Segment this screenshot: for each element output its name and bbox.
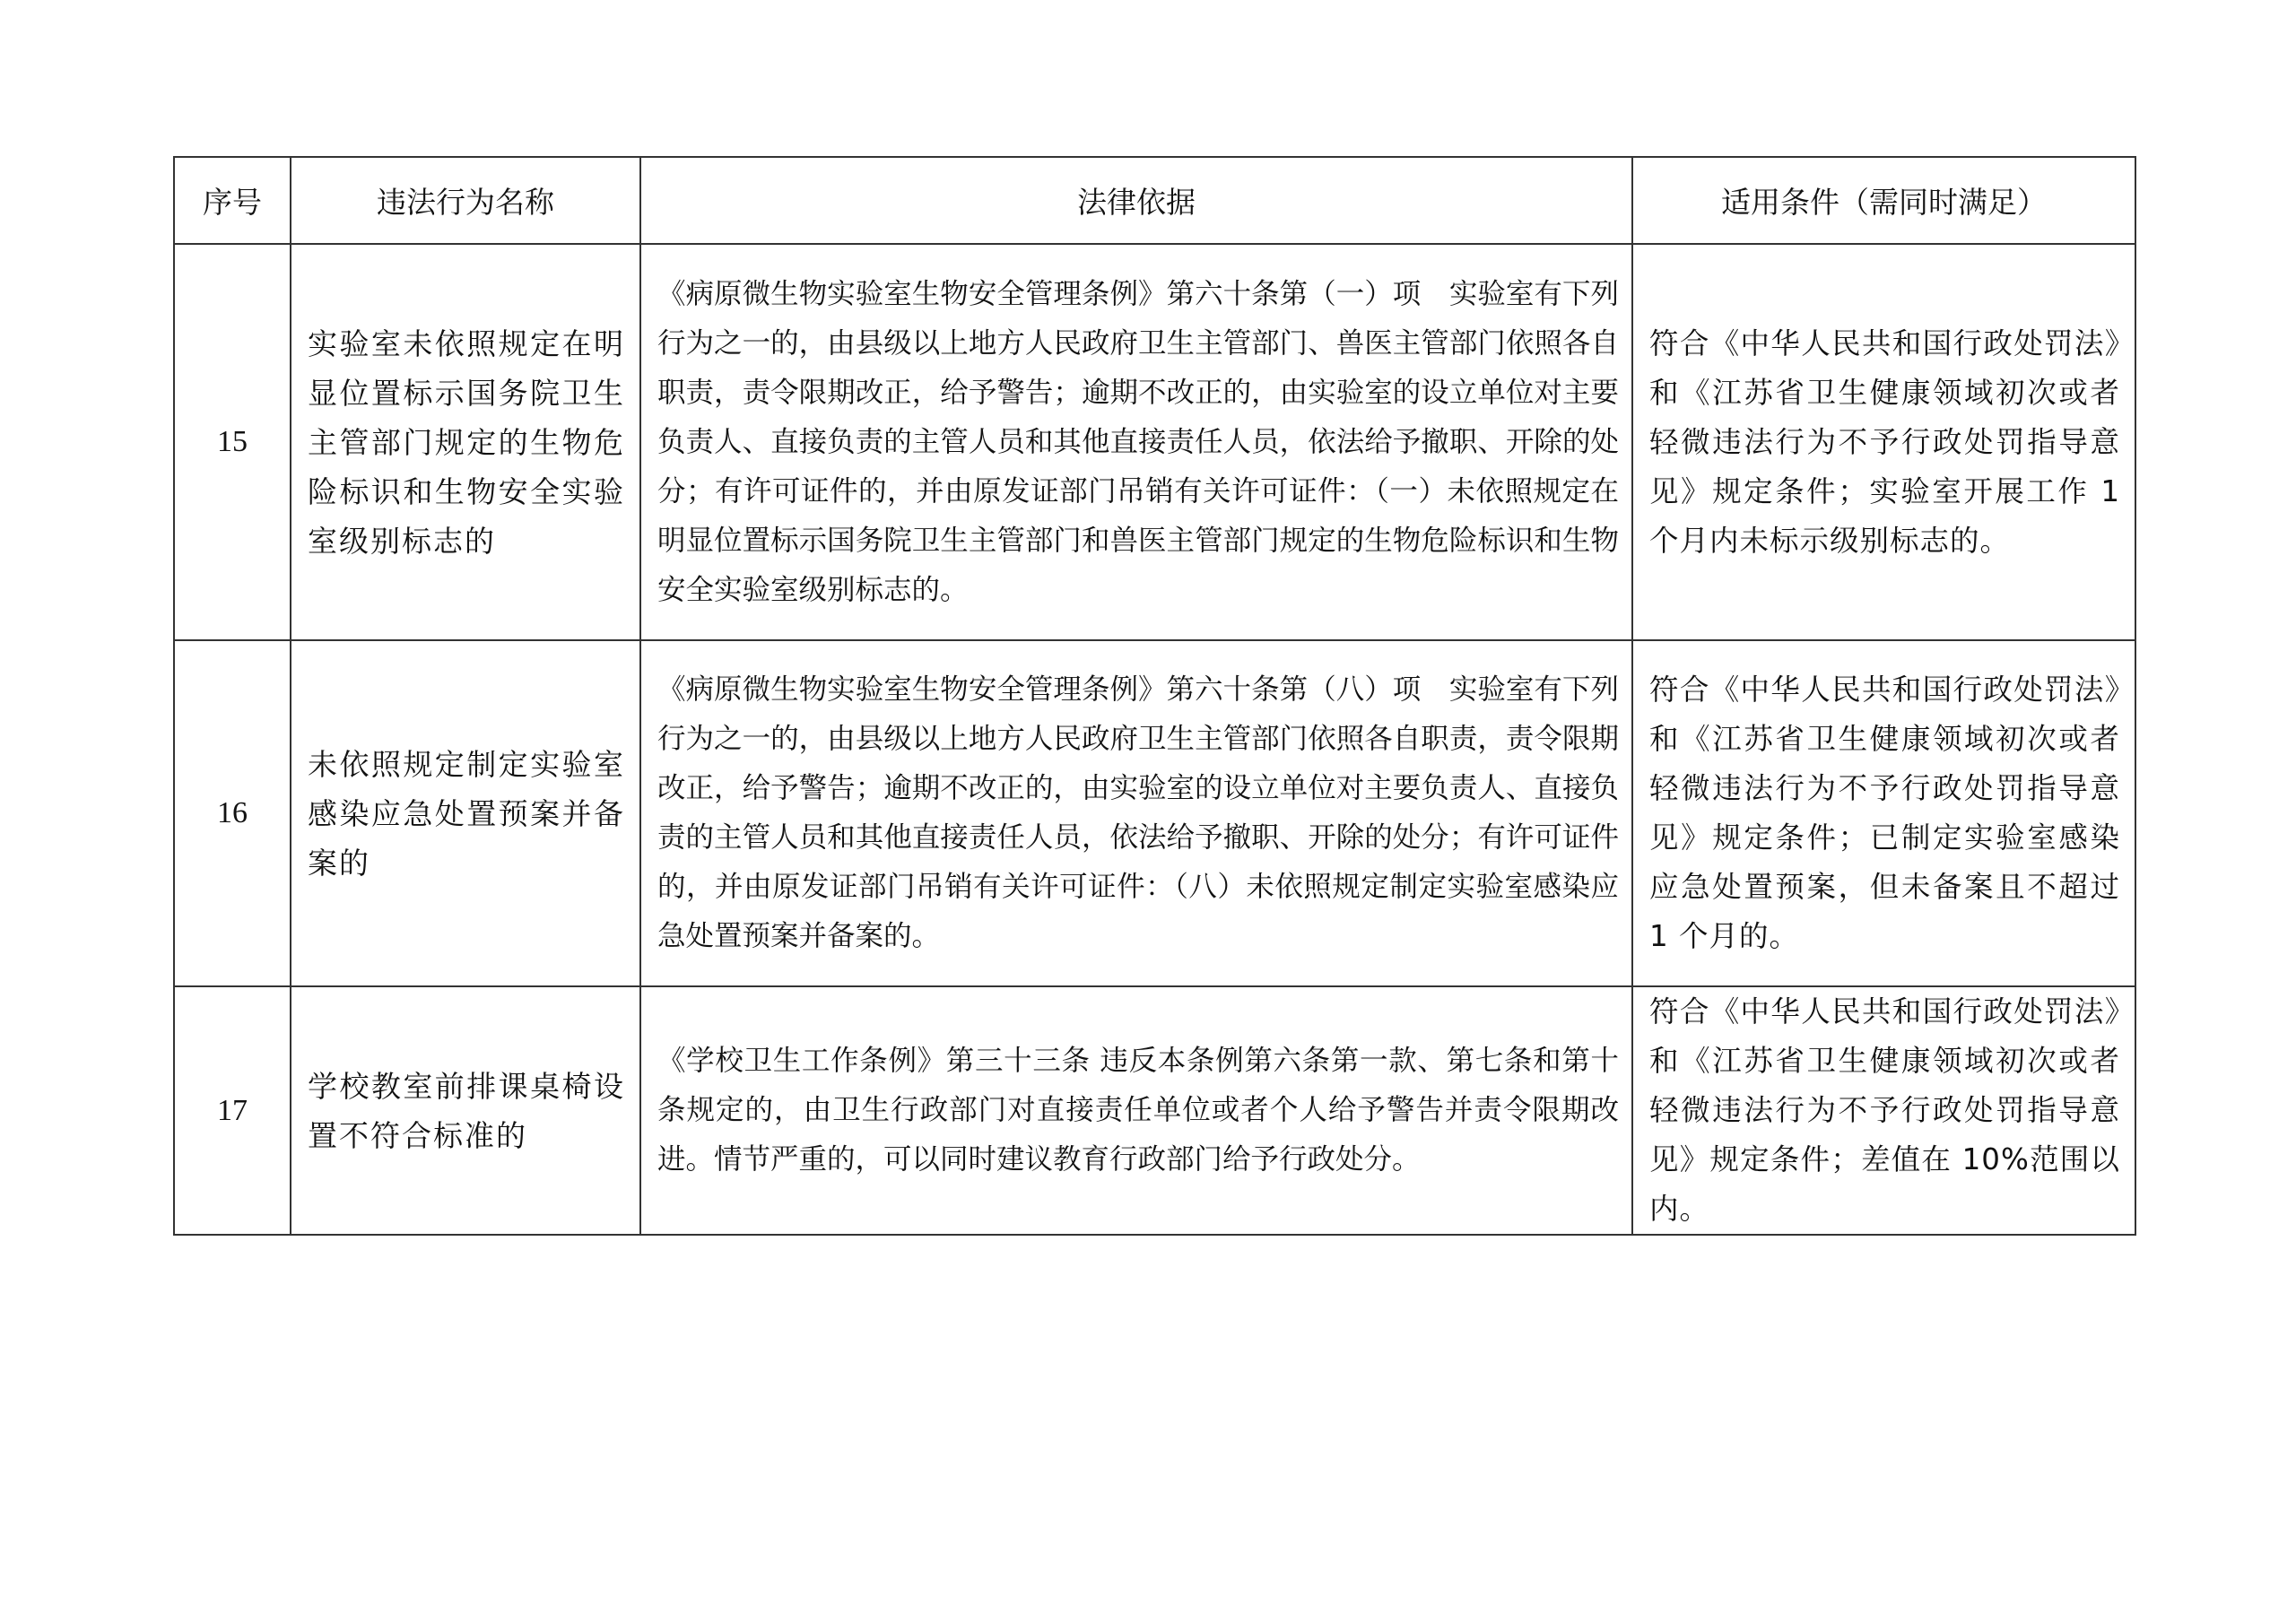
legal-basis-cell [640, 986, 1632, 1235]
header-legal-basis: 法律依据 [640, 157, 1632, 244]
header-number: 序号 [174, 157, 291, 244]
legal-basis-cell [640, 640, 1632, 986]
conditions-cell [1632, 986, 2135, 1235]
table-header-row [174, 157, 2135, 244]
row-number: 16 [174, 640, 291, 986]
row-number: 15 [174, 244, 291, 640]
violation-name: 实验室未依照规定在明显位置标示国务院卫生主管部门规定的生物危险标识和生物安全实验室级别标志的 [308, 325, 625, 559]
conditions: 符合《中华人民共和国行政处罚法》和《江苏省卫生健康领域初次或者轻微违法行为不予行政处罚指导意见》规定条件；差值在 10%范围以内。 [1649, 994, 2120, 1226]
violation-name: 学校教室前排课桌椅设置不符合标准的 [308, 1068, 625, 1153]
violation-name-cell [291, 244, 640, 640]
violation-name-cell [291, 986, 640, 1235]
conditions-cell [1632, 640, 2135, 986]
legal-basis: 《病原微生物实验室生物安全管理条例》第六十条第（一）项 实验室有下列行为之一的，由县级以上地方人民政府卫生主管部门、兽医主管部门依照各自职责，责令限期改正，给予警告；逾期不改正的，由实验室的设立单位对主要负责人、直接负责的主管人员和其他直接责任人员，依法给予撤职、开除的处分；有许可证件的，并由原发证部门吊销有关许可证件：（一）未依照规定在明显位置标示国务院卫生主管部门和兽医主管部门规定的生物危险标识和生物安全实验室级别标志的。 [657, 277, 1619, 606]
legal-basis: 《学校卫生工作条例》第三十三条 违反本条例第六条第一款、第七条和第十条规定的，由卫生行政部门对直接责任单位或者个人给予警告并责令限期改进。情节严重的，可以同时建议教育行政部门给予行政处分。 [657, 1045, 1619, 1176]
header-violation-name: 违法行为名称 [291, 157, 640, 244]
violations-table [173, 156, 2136, 1236]
table-row [174, 986, 2135, 1235]
conditions: 符合《中华人民共和国行政处罚法》和《江苏省卫生健康领域初次或者轻微违法行为不予行政处罚指导意见》规定条件；已制定实验室感染应急处置预案，但未备案且不超过 1 个月的。 [1649, 673, 2120, 953]
legal-basis-cell [640, 244, 1632, 640]
table-row [174, 244, 2135, 640]
row-number: 17 [174, 986, 291, 1235]
legal-basis: 《病原微生物实验室生物安全管理条例》第六十条第（八）项 实验室有下列行为之一的，由县级以上地方人民政府卫生主管部门依照各自职责，责令限期改正，给予警告；逾期不改正的，由实验室的设立单位对主要负责人、直接负责的主管人员和其他直接责任人员，依法给予撤职、开除的处分；有许可证件的，并由原发证部门吊销有关许可证件：（八）未依照规定制定实验室感染应急处置预案并备案的。 [657, 673, 1619, 952]
violation-name: 未依照规定制定实验室感染应急处置预案并备案的 [308, 746, 625, 881]
conditions-cell [1632, 244, 2135, 640]
header-conditions: 适用条件（需同时满足） [1632, 157, 2135, 244]
conditions: 符合《中华人民共和国行政处罚法》和《江苏省卫生健康领域初次或者轻微违法行为不予行政处罚指导意见》规定条件；实验室开展工作 1 个月内未标示级别标志的。 [1649, 325, 2120, 558]
violation-name-cell [291, 640, 640, 986]
table-row [174, 640, 2135, 986]
